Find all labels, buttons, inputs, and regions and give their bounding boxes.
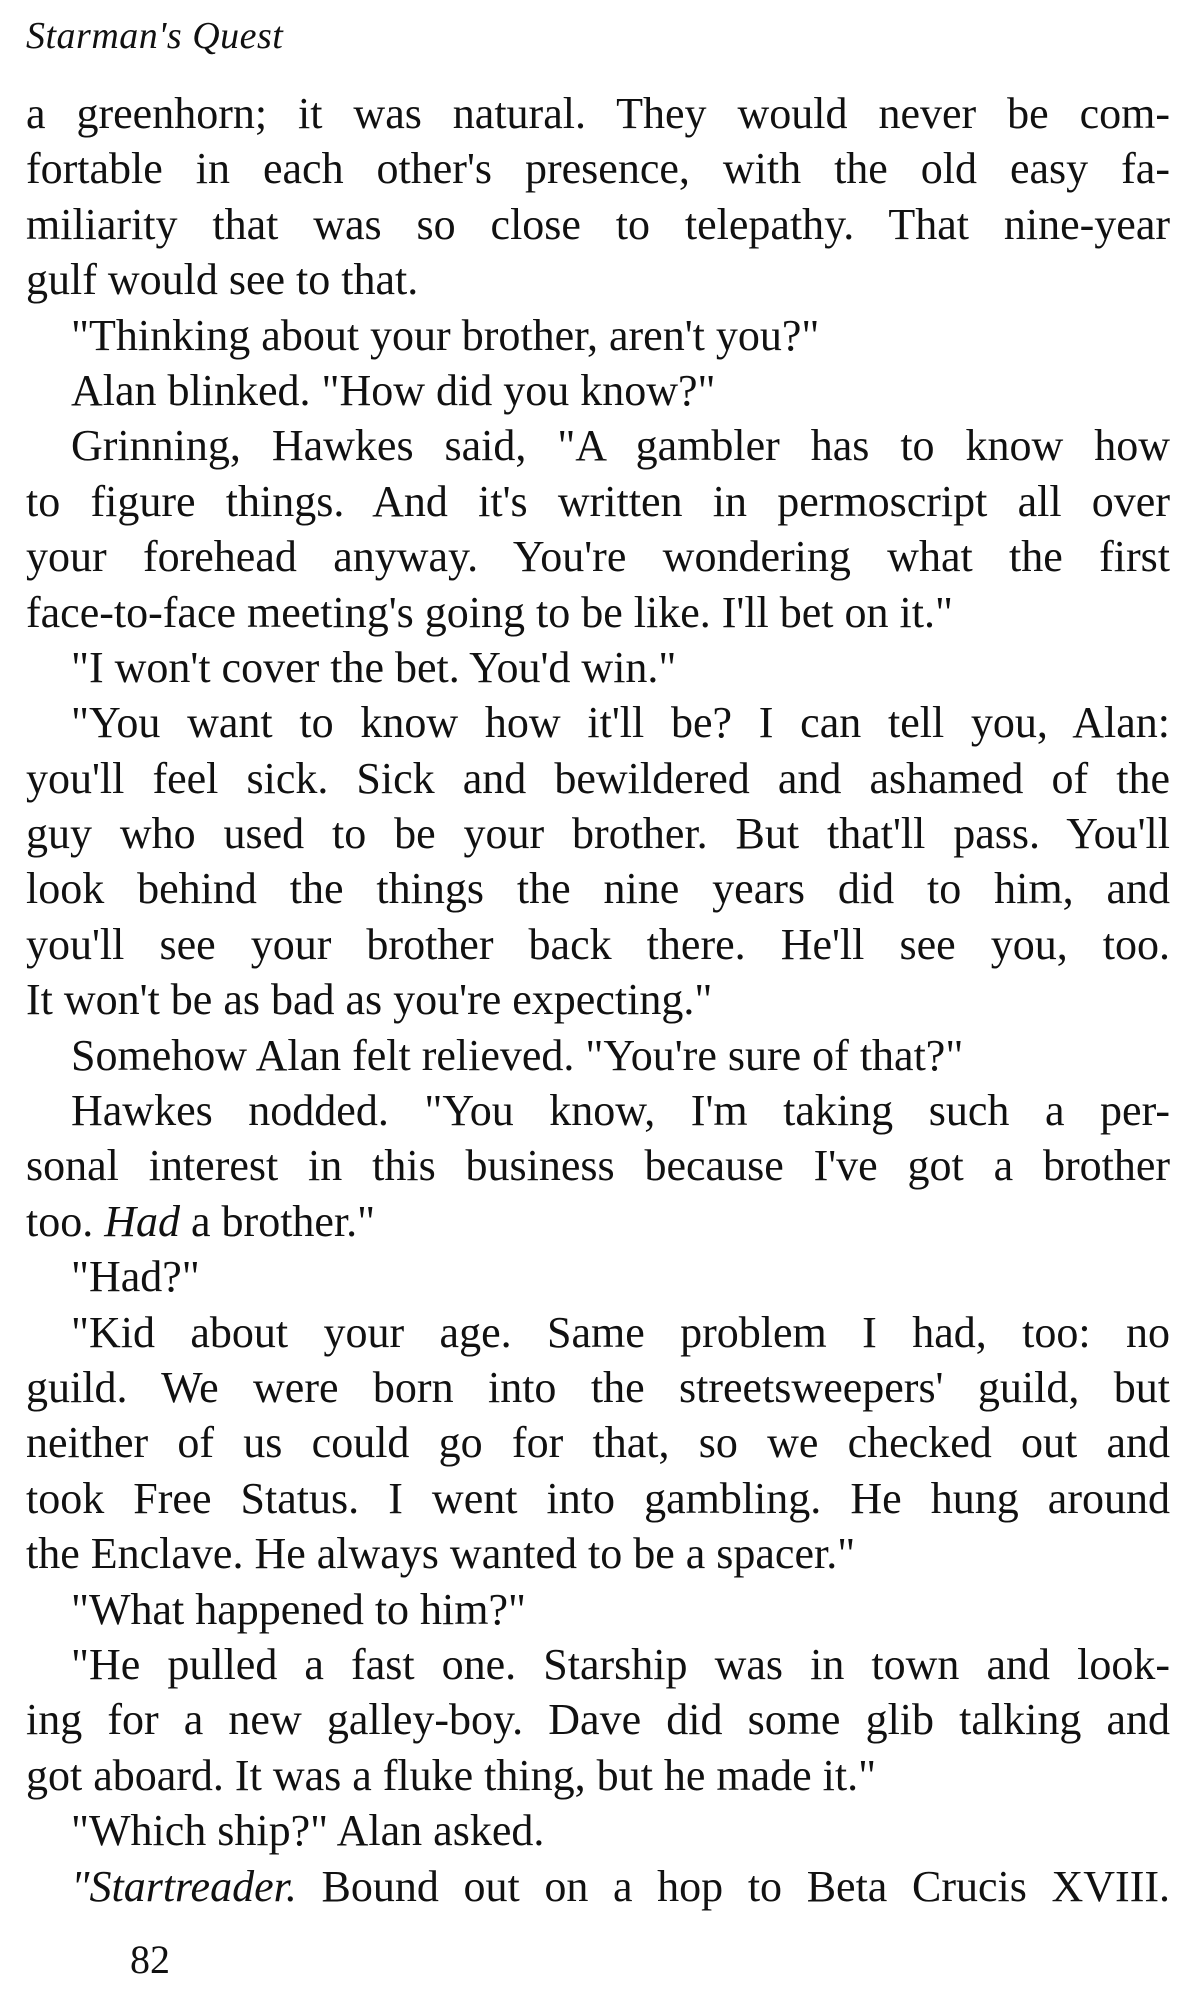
text-line: got aboard. It was a fluke thing, but he made it." (26, 1750, 877, 1800)
text-line: "He pulled a fast one. Starship was in town and look- (71, 1639, 1170, 1689)
text-line: guy who used to be your brother. But that'll pass. You'll (26, 809, 1170, 859)
text-line: Grinning, Hawkes said, "A gambler has to know how (71, 421, 1170, 471)
text-line: Somehow Alan felt relieved. "You're sure of that?" (71, 1030, 964, 1080)
text-line: "You want to know how it'll be? I can tell you, Alan: (71, 698, 1170, 748)
text-line: guild. We were born into the streetsweepers' guild, but (26, 1362, 1170, 1412)
text-line: to figure things. And it's written in permoscript all over (26, 476, 1170, 526)
text-line: sonal interest in this business because I've got a brother (26, 1141, 1170, 1191)
text-line (26, 1194, 1170, 1249)
text-line: a greenhorn; it was natural. They would never be com- (26, 89, 1170, 138)
running-title: Starman's Quest (26, 15, 284, 57)
italic-text: "Startreader. (71, 1861, 297, 1911)
text-line: Alan blinked. "How did you know?" (71, 365, 716, 415)
text-line: ing for a new galley-boy. Dave did some glib talking and (26, 1695, 1170, 1745)
line-text: a brother." (191, 1196, 376, 1246)
text-line: "Had?" (71, 1252, 200, 1302)
text-line: neither of us could go for that, so we checked out and (26, 1418, 1170, 1468)
text-line: It won't be as bad as you're expecting." (26, 975, 713, 1025)
text-line (26, 1859, 1170, 1914)
text-line: "I won't cover the bet. You'd win." (71, 642, 677, 692)
text-line: took Free Status. I went into gambling. He hung around (26, 1473, 1170, 1523)
text-line: "What happened to him?" (71, 1584, 526, 1634)
page-number: 82 (130, 1937, 170, 1982)
line-text: Bound out on a hop to Beta Crucis XVIII. (321, 1861, 1171, 1911)
text-line: your forehead anyway. You're wondering what the first (26, 532, 1170, 582)
text-line: you'll feel sick. Sick and bewildered and ashamed of the (26, 753, 1170, 803)
text-line: fortable in each other's presence, with the old easy fa- (26, 144, 1170, 194)
italic-text: Had (104, 1196, 181, 1246)
text-line: "Thinking about your brother, aren't you?" (71, 310, 820, 360)
text-line: the Enclave. He always wanted to be a spacer." (26, 1529, 856, 1579)
text-line: "Kid about your age. Same problem I had, too: no (71, 1307, 1170, 1357)
line-text: too. (26, 1196, 94, 1246)
text-line: you'll see your brother back there. He'll see you, too. (26, 919, 1170, 969)
text-line: gulf would see to that. (26, 255, 419, 305)
text-line: look behind the things the nine years did to him, and (26, 864, 1170, 914)
text-line: miliarity that was so close to telepathy. That nine-year (26, 199, 1170, 249)
text-line: face-to-face meeting's going to be like. I'll bet on it." (26, 587, 953, 637)
body-text (26, 86, 1170, 1914)
text-line: "Which ship?" Alan asked. (71, 1806, 545, 1856)
text-line: Hawkes nodded. "You know, I'm taking such a per- (71, 1086, 1170, 1136)
